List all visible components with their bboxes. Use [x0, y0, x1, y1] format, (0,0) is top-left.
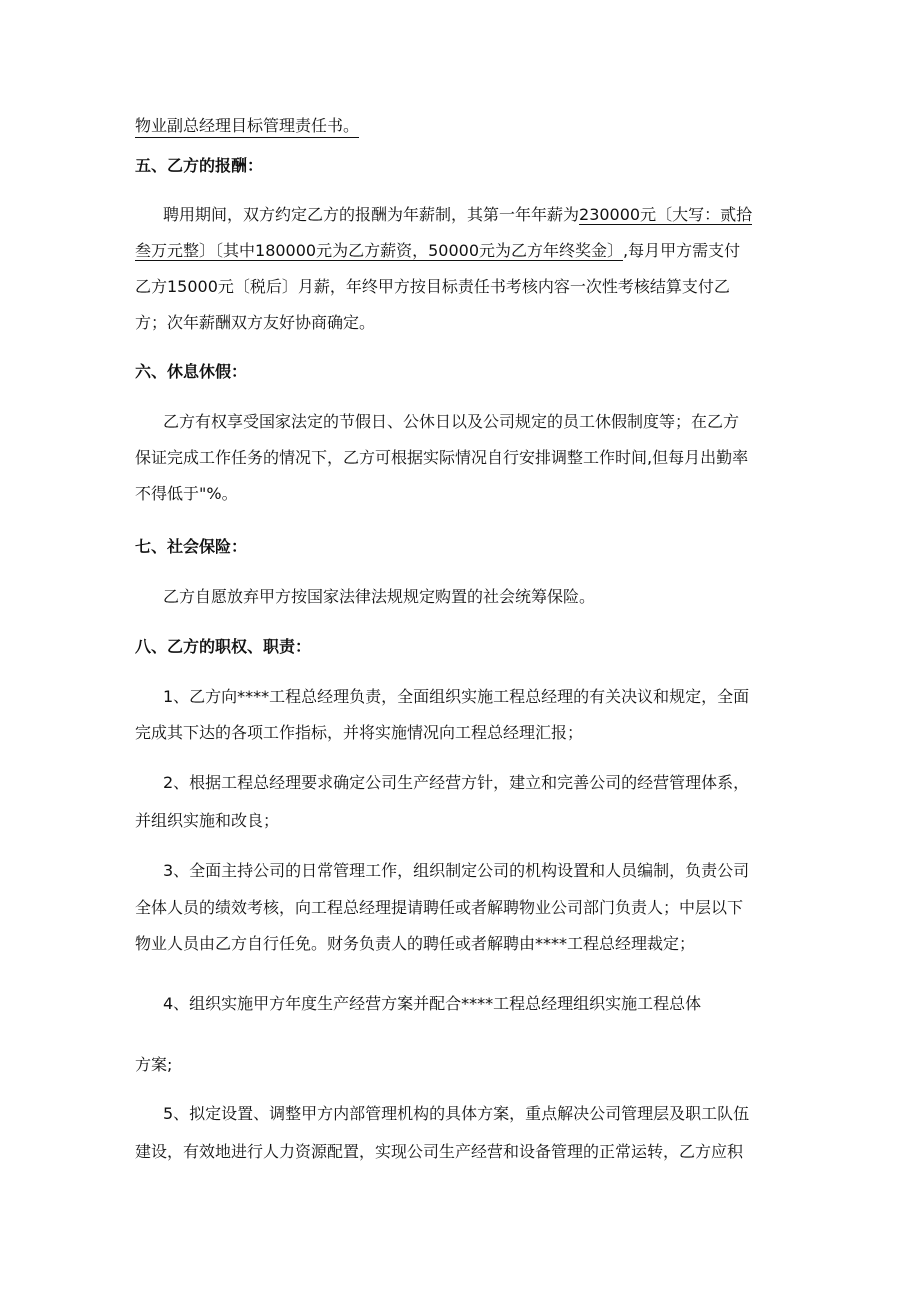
section-5-line-2-tail: ,每月甲方需支付 [623, 241, 741, 260]
section-5-line-3: 乙方15000元〔税后〕月薪，年终甲方按目标责任书考核内容一次性考核结算支付乙 [135, 277, 730, 296]
intro-line: 物业副总经理目标管理责任书。 [135, 115, 359, 138]
section-5-line-4: 方；次年薪酬双方友好协商确定。 [135, 313, 376, 332]
salary-breakdown: 〔其中180000元为乙方薪资，50000元为乙方年终奖金〕 [215, 241, 623, 260]
duty-3-line-2: 全体人员的绩效考核，向工程总经理提请聘任或者解聘物业公司部门负责人；中层以下 [135, 898, 744, 917]
section-5-line-2 [135, 240, 740, 262]
section-5-line-1 [163, 204, 752, 226]
duty-3-line-3: 物业人员由乙方自行任免。财务负责人的聘任或者解聘由****工程总经理裁定； [135, 934, 696, 953]
salary-amount: 230000元〔大写：贰拾 [579, 205, 753, 224]
duty-4-line-1: 4、组织实施甲方年度生产经营方案并配合****工程总经理组织实施工程总体 [163, 994, 702, 1013]
duty-3-line-1: 3、全面主持公司的日常管理工作，组织制定公司的机构设置和人员编制，负责公司 [163, 861, 750, 880]
duty-1-line-2: 完成其下达的各项工作指标，并将实施情况向工程总经理汇报； [135, 723, 584, 742]
duty-2-line-2: 并组织实施和改良； [135, 811, 280, 830]
section-6-line-3: 不得低于"%。 [135, 484, 238, 503]
section-6-line-1: 乙方有权享受国家法定的节假日、公休日以及公司规定的员工休假制度等；在乙方 [163, 412, 740, 431]
section-5-heading: 五、乙方的报酬： [135, 156, 264, 175]
section-6-heading: 六、休息休假： [135, 362, 248, 381]
salary-amount-cont: 叁万元整〕 [135, 241, 216, 260]
section-7-line-1: 乙方自愿放弃甲方按国家法律法规规定购置的社会统筹保险。 [163, 587, 596, 606]
duty-4-line-2: 方案; [135, 1055, 173, 1074]
duty-5-line-1: 5、拟定设置、调整甲方内部管理机构的具体方案，重点解决公司管理层及职工队伍 [163, 1104, 750, 1123]
duty-1-line-1: 1、乙方向****工程总经理负责，全面组织实施工程总经理的有关决议和规定，全面 [163, 687, 750, 706]
section-5-line-1-text: 聘用期间，双方约定乙方的报酬为年薪制，其第一年年薪为 [163, 205, 580, 224]
duty-2-line-1: 2、根据工程总经理要求确定公司生产经营方针，建立和完善公司的经营管理体系， [163, 773, 750, 792]
section-6-line-2: 保证完成工作任务的情况下，乙方可根据实际情况自行安排调整工作时间,但每月出勤率 [135, 448, 749, 467]
section-8-heading: 八、乙方的职权、职责： [135, 637, 312, 656]
section-7-heading: 七、社会保险： [135, 537, 248, 556]
duty-5-line-2: 建设，有效地进行人力资源配置，实现公司生产经营和设备管理的正常运转，乙方应积 [135, 1142, 744, 1161]
